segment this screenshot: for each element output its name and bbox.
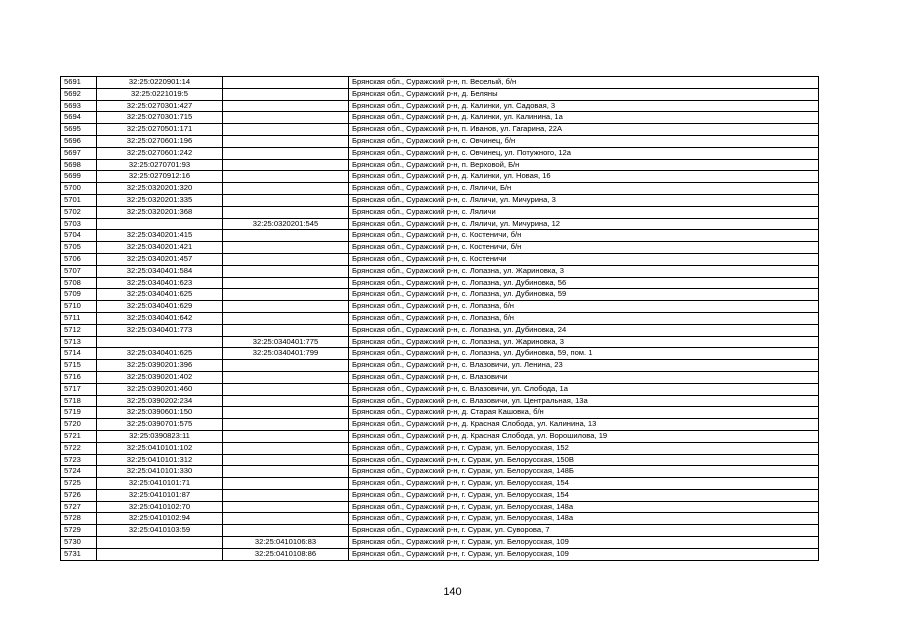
related-cadastral-number-cell: 32:25:0320201:545 xyxy=(223,218,349,230)
related-cadastral-number-cell xyxy=(223,383,349,395)
table-row xyxy=(61,383,819,395)
address-cell: Брянская обл., Суражский р-н, с. Влазовичи xyxy=(349,371,819,383)
cadastral-number-cell: 32:25:0340401:625 xyxy=(97,289,223,301)
cadastral-number-cell: 32:25:0340401:773 xyxy=(97,324,223,336)
cadastral-number-cell: 32:25:0390201:460 xyxy=(97,383,223,395)
table-row xyxy=(61,301,819,313)
address-cell: Брянская обл., Суражский р-н, г. Сураж, ул. Белорусская, 109 xyxy=(349,548,819,560)
cadastral-number-cell xyxy=(97,218,223,230)
table-row xyxy=(61,253,819,265)
address-cell: Брянская обл., Суражский р-н, г. Сураж, ул. Белорусская, 109 xyxy=(349,537,819,549)
address-cell: Брянская обл., Суражский р-н, г. Сураж, ул. Белорусская, 148а xyxy=(349,513,819,525)
cadastral-number-cell: 32:25:0221019:5 xyxy=(97,88,223,100)
related-cadastral-number-cell xyxy=(223,206,349,218)
address-cell: Брянская обл., Суражский р-н, г. Сураж, ул. Белорусская, 152 xyxy=(349,442,819,454)
address-cell: Брянская обл., Суражский р-н, г. Сураж, ул. Белорусская, 154 xyxy=(349,489,819,501)
row-number-cell: 5718 xyxy=(61,395,97,407)
cadastral-number-cell: 32:25:0390202:234 xyxy=(97,395,223,407)
related-cadastral-number-cell xyxy=(223,242,349,254)
table-row xyxy=(61,218,819,230)
row-number-cell: 5716 xyxy=(61,371,97,383)
row-number-cell: 5720 xyxy=(61,419,97,431)
table-row xyxy=(61,88,819,100)
table-row xyxy=(61,124,819,136)
related-cadastral-number-cell xyxy=(223,513,349,525)
table-row xyxy=(61,513,819,525)
cadastral-number-cell: 32:25:0270501:171 xyxy=(97,124,223,136)
table-row xyxy=(61,336,819,348)
table-row xyxy=(61,194,819,206)
address-cell: Брянская обл., Суражский р-н, д. Беляны xyxy=(349,88,819,100)
cadastral-number-cell: 32:25:0340201:415 xyxy=(97,230,223,242)
address-cell: Брянская обл., Суражский р-н, с. Ляличи, ул. Мичурина, 12 xyxy=(349,218,819,230)
address-cell: Брянская обл., Суражский р-н, с. Лопазна, ул. Жариновка, 3 xyxy=(349,336,819,348)
related-cadastral-number-cell xyxy=(223,478,349,490)
address-cell: Брянская обл., Суражский р-н, с. Лопазна, ул. Дубиновка, 24 xyxy=(349,324,819,336)
related-cadastral-number-cell xyxy=(223,194,349,206)
row-number-cell: 5707 xyxy=(61,265,97,277)
related-cadastral-number-cell xyxy=(223,442,349,454)
row-number-cell: 5730 xyxy=(61,537,97,549)
address-cell: Брянская обл., Суражский р-н, п. Иванов, ул. Гагарина, 22А xyxy=(349,124,819,136)
table-row xyxy=(61,277,819,289)
cadastral-number-cell: 32:25:0340401:623 xyxy=(97,277,223,289)
cadastral-number-cell: 32:25:0270601:242 xyxy=(97,147,223,159)
row-number-cell: 5694 xyxy=(61,112,97,124)
row-number-cell: 5704 xyxy=(61,230,97,242)
table-row xyxy=(61,360,819,372)
related-cadastral-number-cell xyxy=(223,419,349,431)
property-table xyxy=(60,76,819,561)
address-cell: Брянская обл., Суражский р-н, с. Лопазна, б/н xyxy=(349,301,819,313)
related-cadastral-number-cell: 32:25:0410108:86 xyxy=(223,548,349,560)
related-cadastral-number-cell xyxy=(223,230,349,242)
row-number-cell: 5699 xyxy=(61,171,97,183)
related-cadastral-number-cell xyxy=(223,301,349,313)
related-cadastral-number-cell xyxy=(223,277,349,289)
table-row xyxy=(61,77,819,89)
cadastral-number-cell: 32:25:0410101:330 xyxy=(97,466,223,478)
cadastral-number-cell: 32:25:0390701:575 xyxy=(97,419,223,431)
cadastral-number-cell xyxy=(97,336,223,348)
address-cell: Брянская обл., Суражский р-н, д. Старая Кашовка, б/н xyxy=(349,407,819,419)
address-cell: Брянская обл., Суражский р-н, п. Верховой, Б/н xyxy=(349,159,819,171)
address-cell: Брянская обл., Суражский р-н, г. Сураж, ул. Суворова, 7 xyxy=(349,525,819,537)
cadastral-number-cell: 32:25:0410101:102 xyxy=(97,442,223,454)
cadastral-number-cell: 32:25:0340201:457 xyxy=(97,253,223,265)
row-number-cell: 5700 xyxy=(61,183,97,195)
table-row xyxy=(61,395,819,407)
cadastral-number-cell: 32:25:0320201:335 xyxy=(97,194,223,206)
address-cell: Брянская обл., Суражский р-н, с. Костеничи, б/н xyxy=(349,242,819,254)
cadastral-number-cell xyxy=(97,548,223,560)
row-number-cell: 5727 xyxy=(61,501,97,513)
cadastral-number-cell: 32:25:0410101:312 xyxy=(97,454,223,466)
address-cell: Брянская обл., Суражский р-н, д. Калинки, ул. Калинина, 1а xyxy=(349,112,819,124)
cadastral-number-cell: 32:25:0390201:402 xyxy=(97,371,223,383)
address-cell: Брянская обл., Суражский р-н, г. Сураж, ул. Белорусская, 148Б xyxy=(349,466,819,478)
cadastral-number-cell: 32:25:0410103:59 xyxy=(97,525,223,537)
address-cell: Брянская обл., Суражский р-н, г. Сураж, ул. Белорусская, 150В xyxy=(349,454,819,466)
address-cell: Брянская обл., Суражский р-н, с. Костеничи, б/н xyxy=(349,230,819,242)
related-cadastral-number-cell xyxy=(223,525,349,537)
page-number: 140 xyxy=(443,586,462,598)
table-row xyxy=(61,147,819,159)
related-cadastral-number-cell xyxy=(223,265,349,277)
table-row xyxy=(61,525,819,537)
row-number-cell: 5724 xyxy=(61,466,97,478)
cadastral-number-cell: 32:25:0340401:629 xyxy=(97,301,223,313)
row-number-cell: 5731 xyxy=(61,548,97,560)
address-cell: Брянская обл., Суражский р-н, с. Влазовичи, ул. Слобода, 1а xyxy=(349,383,819,395)
row-number-cell: 5697 xyxy=(61,147,97,159)
address-cell: Брянская обл., Суражский р-н, г. Сураж, ул. Белорусская, 148а xyxy=(349,501,819,513)
cadastral-number-cell: 32:25:0320201:368 xyxy=(97,206,223,218)
related-cadastral-number-cell xyxy=(223,371,349,383)
address-cell: Брянская обл., Суражский р-н, с. Влазовичи, ул. Ленина, 23 xyxy=(349,360,819,372)
row-number-cell: 5728 xyxy=(61,513,97,525)
row-number-cell: 5723 xyxy=(61,454,97,466)
related-cadastral-number-cell xyxy=(223,430,349,442)
address-cell: Брянская обл., Суражский р-н, с. Лопазна, ул. Жариновка, 3 xyxy=(349,265,819,277)
row-number-cell: 5701 xyxy=(61,194,97,206)
row-number-cell: 5706 xyxy=(61,253,97,265)
related-cadastral-number-cell xyxy=(223,100,349,112)
row-number-cell: 5714 xyxy=(61,348,97,360)
cadastral-number-cell: 32:25:0320201:320 xyxy=(97,183,223,195)
table-row xyxy=(61,100,819,112)
table-row xyxy=(61,289,819,301)
related-cadastral-number-cell xyxy=(223,489,349,501)
cadastral-number-cell: 32:25:0270601:196 xyxy=(97,135,223,147)
address-cell: Брянская обл., Суражский р-н, с. Ляличи, Б/н xyxy=(349,183,819,195)
row-number-cell: 5698 xyxy=(61,159,97,171)
cadastral-number-cell: 32:25:0340401:642 xyxy=(97,312,223,324)
table-row xyxy=(61,466,819,478)
address-cell: Брянская обл., Суражский р-н, с. Лопазна, б/н xyxy=(349,312,819,324)
related-cadastral-number-cell xyxy=(223,454,349,466)
address-cell: Брянская обл., Суражский р-н, с. Лопазна, ул. Дубиновка, 59, пом. 1 xyxy=(349,348,819,360)
related-cadastral-number-cell xyxy=(223,289,349,301)
table-row xyxy=(61,242,819,254)
row-number-cell: 5710 xyxy=(61,301,97,313)
row-number-cell: 5696 xyxy=(61,135,97,147)
table-row xyxy=(61,135,819,147)
cadastral-number-cell: 32:25:0390823:11 xyxy=(97,430,223,442)
cadastral-number-cell: 32:25:0270701:93 xyxy=(97,159,223,171)
related-cadastral-number-cell: 32:25:0410106:83 xyxy=(223,537,349,549)
address-cell: Брянская обл., Суражский р-н, с. Овчинец, б/н xyxy=(349,135,819,147)
cadastral-number-cell: 32:25:0410102:70 xyxy=(97,501,223,513)
address-cell: Брянская обл., Суражский р-н, с. Овчинец, ул. Потужного, 12а xyxy=(349,147,819,159)
row-number-cell: 5721 xyxy=(61,430,97,442)
related-cadastral-number-cell xyxy=(223,312,349,324)
address-cell: Брянская обл., Суражский р-н, с. Лопазна, ул. Дубиновка, 59 xyxy=(349,289,819,301)
cadastral-number-cell: 32:25:0220901:14 xyxy=(97,77,223,89)
table-row xyxy=(61,324,819,336)
row-number-cell: 5709 xyxy=(61,289,97,301)
row-number-cell: 5725 xyxy=(61,478,97,490)
row-number-cell: 5715 xyxy=(61,360,97,372)
address-cell: Брянская обл., Суражский р-н, г. Сураж, ул. Белорусская, 154 xyxy=(349,478,819,490)
row-number-cell: 5692 xyxy=(61,88,97,100)
table-row xyxy=(61,230,819,242)
address-cell: Брянская обл., Суражский р-н, с. Костеничи xyxy=(349,253,819,265)
related-cadastral-number-cell xyxy=(223,324,349,336)
table-row xyxy=(61,442,819,454)
cadastral-number-cell: 32:25:0340201:421 xyxy=(97,242,223,254)
cadastral-number-cell: 32:25:0270912:16 xyxy=(97,171,223,183)
row-number-cell: 5719 xyxy=(61,407,97,419)
table-row xyxy=(61,265,819,277)
table-row xyxy=(61,348,819,360)
related-cadastral-number-cell xyxy=(223,183,349,195)
table-row xyxy=(61,371,819,383)
cadastral-number-cell: 32:25:0340401:584 xyxy=(97,265,223,277)
table-row xyxy=(61,206,819,218)
address-cell: Брянская обл., Суражский р-н, с. Ляличи, ул. Мичурина, 3 xyxy=(349,194,819,206)
address-cell: Брянская обл., Суражский р-н, д. Калинки, ул. Садовая, 3 xyxy=(349,100,819,112)
row-number-cell: 5695 xyxy=(61,124,97,136)
table-row xyxy=(61,312,819,324)
table-row xyxy=(61,478,819,490)
address-cell: Брянская обл., Суражский р-н, д. Красная Слобода, ул. Калинина, 13 xyxy=(349,419,819,431)
row-number-cell: 5722 xyxy=(61,442,97,454)
related-cadastral-number-cell xyxy=(223,124,349,136)
row-number-cell: 5702 xyxy=(61,206,97,218)
cadastral-number-cell: 32:25:0410101:87 xyxy=(97,489,223,501)
table-row xyxy=(61,454,819,466)
cadastral-number-cell: 32:25:0340401:625 xyxy=(97,348,223,360)
cadastral-number-cell: 32:25:0410101:71 xyxy=(97,478,223,490)
address-cell: Брянская обл., Суражский р-н, с. Лопазна, ул. Дубиновка, 56 xyxy=(349,277,819,289)
table-row xyxy=(61,419,819,431)
related-cadastral-number-cell xyxy=(223,171,349,183)
row-number-cell: 5726 xyxy=(61,489,97,501)
table-row xyxy=(61,489,819,501)
row-number-cell: 5708 xyxy=(61,277,97,289)
row-number-cell: 5705 xyxy=(61,242,97,254)
table-row xyxy=(61,112,819,124)
table-body xyxy=(61,77,819,561)
related-cadastral-number-cell xyxy=(223,159,349,171)
address-cell: Брянская обл., Суражский р-н, с. Ляличи xyxy=(349,206,819,218)
row-number-cell: 5691 xyxy=(61,77,97,89)
address-cell: Брянская обл., Суражский р-н, д. Калинки, ул. Новая, 16 xyxy=(349,171,819,183)
related-cadastral-number-cell: 32:25:0340401:799 xyxy=(223,348,349,360)
cadastral-number-cell: 32:25:0390201:396 xyxy=(97,360,223,372)
table-row xyxy=(61,159,819,171)
table-row xyxy=(61,537,819,549)
row-number-cell: 5703 xyxy=(61,218,97,230)
related-cadastral-number-cell xyxy=(223,147,349,159)
related-cadastral-number-cell xyxy=(223,360,349,372)
table-row xyxy=(61,171,819,183)
row-number-cell: 5693 xyxy=(61,100,97,112)
cadastral-number-cell: 32:25:0270301:427 xyxy=(97,100,223,112)
related-cadastral-number-cell xyxy=(223,135,349,147)
related-cadastral-number-cell xyxy=(223,88,349,100)
related-cadastral-number-cell: 32:25:0340401:775 xyxy=(223,336,349,348)
related-cadastral-number-cell xyxy=(223,466,349,478)
address-cell: Брянская обл., Суражский р-н, д. Красная Слобода, ул. Ворошилова, 19 xyxy=(349,430,819,442)
address-cell: Брянская обл., Суражский р-н, с. Влазовичи, ул. Центральная, 13а xyxy=(349,395,819,407)
address-cell: Брянская обл., Суражский р-н, п. Веселый, б/н xyxy=(349,77,819,89)
table-row xyxy=(61,407,819,419)
cadastral-number-cell: 32:25:0390601:150 xyxy=(97,407,223,419)
row-number-cell: 5717 xyxy=(61,383,97,395)
cadastral-number-cell: 32:25:0410102:94 xyxy=(97,513,223,525)
row-number-cell: 5713 xyxy=(61,336,97,348)
related-cadastral-number-cell xyxy=(223,112,349,124)
table-row xyxy=(61,501,819,513)
related-cadastral-number-cell xyxy=(223,501,349,513)
row-number-cell: 5729 xyxy=(61,525,97,537)
related-cadastral-number-cell xyxy=(223,77,349,89)
cadastral-number-cell xyxy=(97,537,223,549)
table-row xyxy=(61,183,819,195)
related-cadastral-number-cell xyxy=(223,395,349,407)
row-number-cell: 5711 xyxy=(61,312,97,324)
related-cadastral-number-cell xyxy=(223,407,349,419)
cadastral-number-cell: 32:25:0270301:715 xyxy=(97,112,223,124)
table-row xyxy=(61,548,819,560)
row-number-cell: 5712 xyxy=(61,324,97,336)
table-row xyxy=(61,430,819,442)
related-cadastral-number-cell xyxy=(223,253,349,265)
